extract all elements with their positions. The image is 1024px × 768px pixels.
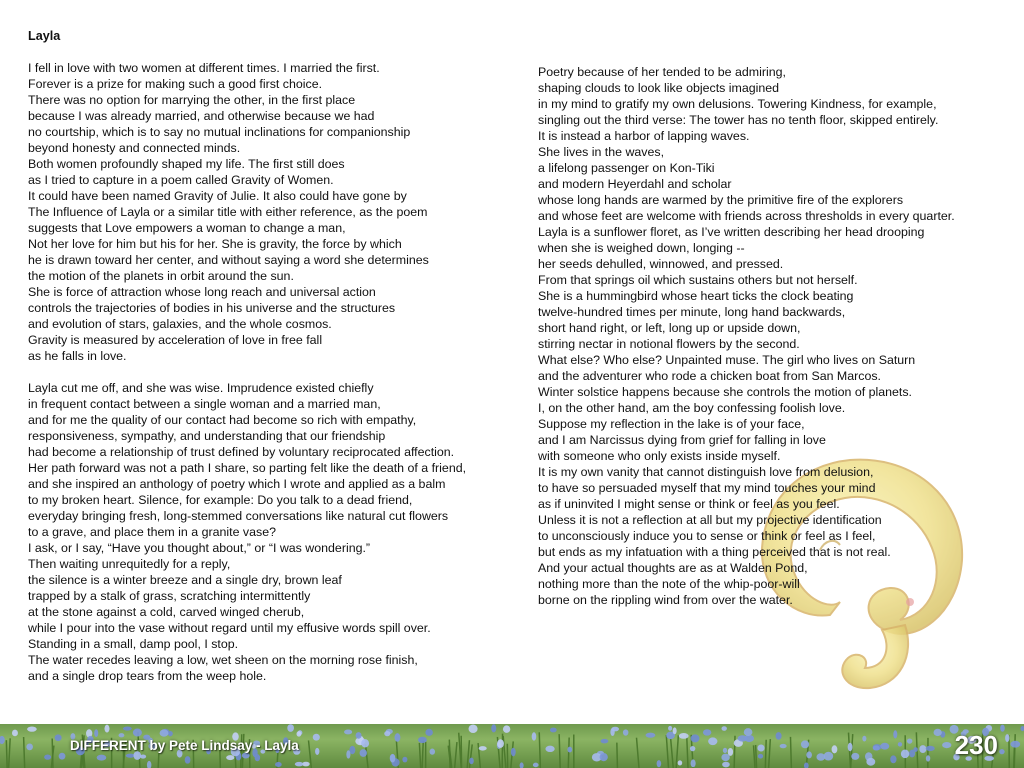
poem-line: suggests that Love empowers a woman to change a man,	[28, 221, 346, 235]
poem-line: Her path forward was not a path I share, so parting felt like the death of a friend,	[28, 461, 467, 475]
poem-line: to unconsciously induce you to sense or think or feel as I feel,	[538, 529, 876, 543]
poem-line: Unless it is not a reflection at all but my projective identification	[538, 513, 882, 527]
poem-line: Winter solstice happens because she controls the motion of planets.	[538, 385, 912, 399]
poem-line: She is force of attraction whose long reach and universal action	[28, 285, 376, 299]
left-column	[28, 28, 533, 700]
left-stanzas	[28, 60, 533, 684]
poem-line: nothing more than the note of the whip-poor-will	[538, 577, 800, 591]
poem-line: I ask, or I say, “Have you thought about,” or “I was wondering.”	[28, 541, 371, 555]
footer-title: DIFFERENT by Pete Lindsay - Layla	[70, 738, 299, 753]
poem-line: because I was already married, and otherwise because we had	[28, 109, 375, 123]
poem-line: responsiveness, sympathy, and understanding that our friendship	[28, 429, 386, 443]
poem-line: and she inspired an anthology of poetry which I wrote and applied as a balm	[28, 477, 446, 491]
poem-line: Gravity is measured by acceleration of love in free fall	[28, 333, 323, 347]
poem-line: when she is weighed down, longing --	[538, 241, 745, 255]
poem-line: everyday bringing fresh, long-stemmed conversations like natural cut flowers	[28, 509, 449, 523]
poem-line: controls the trajectories of bodies in his universe and the structures	[28, 301, 396, 315]
poem-line: Forever is a prize for making such a good first choice.	[28, 77, 323, 91]
poem-line: The Influence of Layla or a similar title with either reference, as the poem	[28, 205, 428, 219]
poem-line: She lives in the waves,	[538, 145, 665, 159]
poem-line: with someone who only exists inside myself.	[538, 449, 781, 463]
poem-line: Poetry because of her tended to be admiring,	[538, 65, 786, 79]
poem-line: he is drawn toward her center, and without saying a word she determines	[28, 253, 429, 267]
poem-line: It is my own vanity that cannot distinguish love from delusion,	[538, 465, 874, 479]
poem-line: and for me the quality of our contact had become so rich with empathy,	[28, 413, 417, 427]
poem-line: the motion of the planets in orbit around the sun.	[28, 269, 294, 283]
poem-line: From that springs oil which sustains others but not herself.	[538, 273, 858, 287]
poem-line: but ends as my infatuation with a thing perceived that is not real.	[538, 545, 891, 559]
poem-line: and the adventurer who rode a chicken boat from San Marcos.	[538, 369, 881, 383]
poem-line: a lifelong passenger on Kon-Tiki	[538, 161, 715, 175]
page-number: 230	[954, 730, 998, 760]
page-title: Layla	[28, 29, 61, 43]
poem-line: Then waiting unrequitedly for a reply,	[28, 557, 231, 571]
poem-line: as he falls in love.	[28, 349, 127, 363]
poem-line: She is a hummingbird whose heart ticks the clock beating	[538, 289, 854, 303]
poem-line: trapped by a stalk of grass, scratching intermittently	[28, 589, 311, 603]
poem-line: whose long hands are warmed by the primitive fire of the explorers	[538, 193, 904, 207]
poem-line: I fell in love with two women at different times. I married the first.	[28, 61, 380, 75]
poem-line: no courtship, which is to say no mutual inclinations for companionship	[28, 125, 411, 139]
poem-line: borne on the rippling wind from over the water.	[538, 593, 793, 607]
right-column	[538, 64, 1020, 608]
poem-line: I, on the other hand, am the boy confessing foolish love.	[538, 401, 846, 415]
poem-line: Both women profoundly shaped my life. The first still does	[28, 157, 345, 171]
poem-line: and I am Narcissus dying from grief for falling in love	[538, 433, 826, 447]
poem-line: beyond honesty and connected minds.	[28, 141, 241, 155]
poem-line: There was no option for marrying the other, in the first place	[28, 93, 356, 107]
poem-line: while I pour into the vase without regard until my effusive words spill over.	[28, 621, 431, 635]
poem-line: stirring nectar in notional flowers by the second.	[538, 337, 800, 351]
poem-line: Suppose my reflection in the lake is of your face,	[538, 417, 805, 431]
poem-line: It could have been named Gravity of Julie. It also could have gone by	[28, 189, 407, 203]
poem-line: her seeds dehulled, winnowed, and pressed.	[538, 257, 784, 271]
poem-line: in my mind to gratify my own delusions. Towering Kindness, for example,	[538, 97, 937, 111]
poem-line: had become a relationship of trust defined by voluntary reciprocated affection.	[28, 445, 455, 459]
poem-line: in frequent contact between a single woman and a married man,	[28, 397, 381, 411]
poem-line: to have so persuaded myself that my mind touches your mind	[538, 481, 876, 495]
poem-line: singling out the third verse: The tower has no tenth floor, skipped entirely.	[538, 113, 939, 127]
poem-line: twelve-hundred times per minute, long hand backwards,	[538, 305, 846, 319]
stanza	[28, 380, 533, 684]
poem-line: Standing in a small, damp pool, I stop.	[28, 637, 239, 651]
right-stanza	[538, 64, 1020, 608]
poem-line: and evolution of stars, galaxies, and the whole cosmos.	[28, 317, 332, 331]
poem-line: at the stone against a cold, carved winged cherub,	[28, 605, 305, 619]
poem-line: the silence is a winter breeze and a single dry, brown leaf	[28, 573, 342, 587]
poem-line: Layla is a sunflower floret, as I’ve written describing her head drooping	[538, 225, 925, 239]
poem-line: What else? Who else? Unpainted muse. The girl who lives on Saturn	[538, 353, 916, 367]
poem-line: Not her love for him but his for her. She is gravity, the force by which	[28, 237, 402, 251]
poem-line: Layla cut me off, and she was wise. Imprudence existed chiefly	[28, 381, 374, 395]
poem-line: The water recedes leaving a low, wet sheen on the morning rose finish,	[28, 653, 418, 667]
poem-line: as I tried to capture in a poem called Gravity of Women.	[28, 173, 334, 187]
poem-line: to a grave, and place them in a granite vase?	[28, 525, 276, 539]
poem-line: And your actual thoughts are as at Walden Pond,	[538, 561, 808, 575]
poem-line: as if uninvited I might sense or think or feel as you feel.	[538, 497, 840, 511]
poem-line: shaping clouds to look like objects imagined	[538, 81, 780, 95]
poem-line: and whose feet are welcome with friends across thresholds in every quarter.	[538, 209, 955, 223]
poem-line: It is instead a harbor of lapping waves.	[538, 129, 750, 143]
poem-line: short hand right, or left, long up or upside down,	[538, 321, 801, 335]
poem-line: to my broken heart. Silence, for example: Do you talk to a dead friend,	[28, 493, 413, 507]
poem-line: and a single drop tears from the weep hole.	[28, 669, 267, 683]
poem-line: and modern Heyerdahl and scholar	[538, 177, 732, 191]
stanza	[28, 60, 533, 364]
